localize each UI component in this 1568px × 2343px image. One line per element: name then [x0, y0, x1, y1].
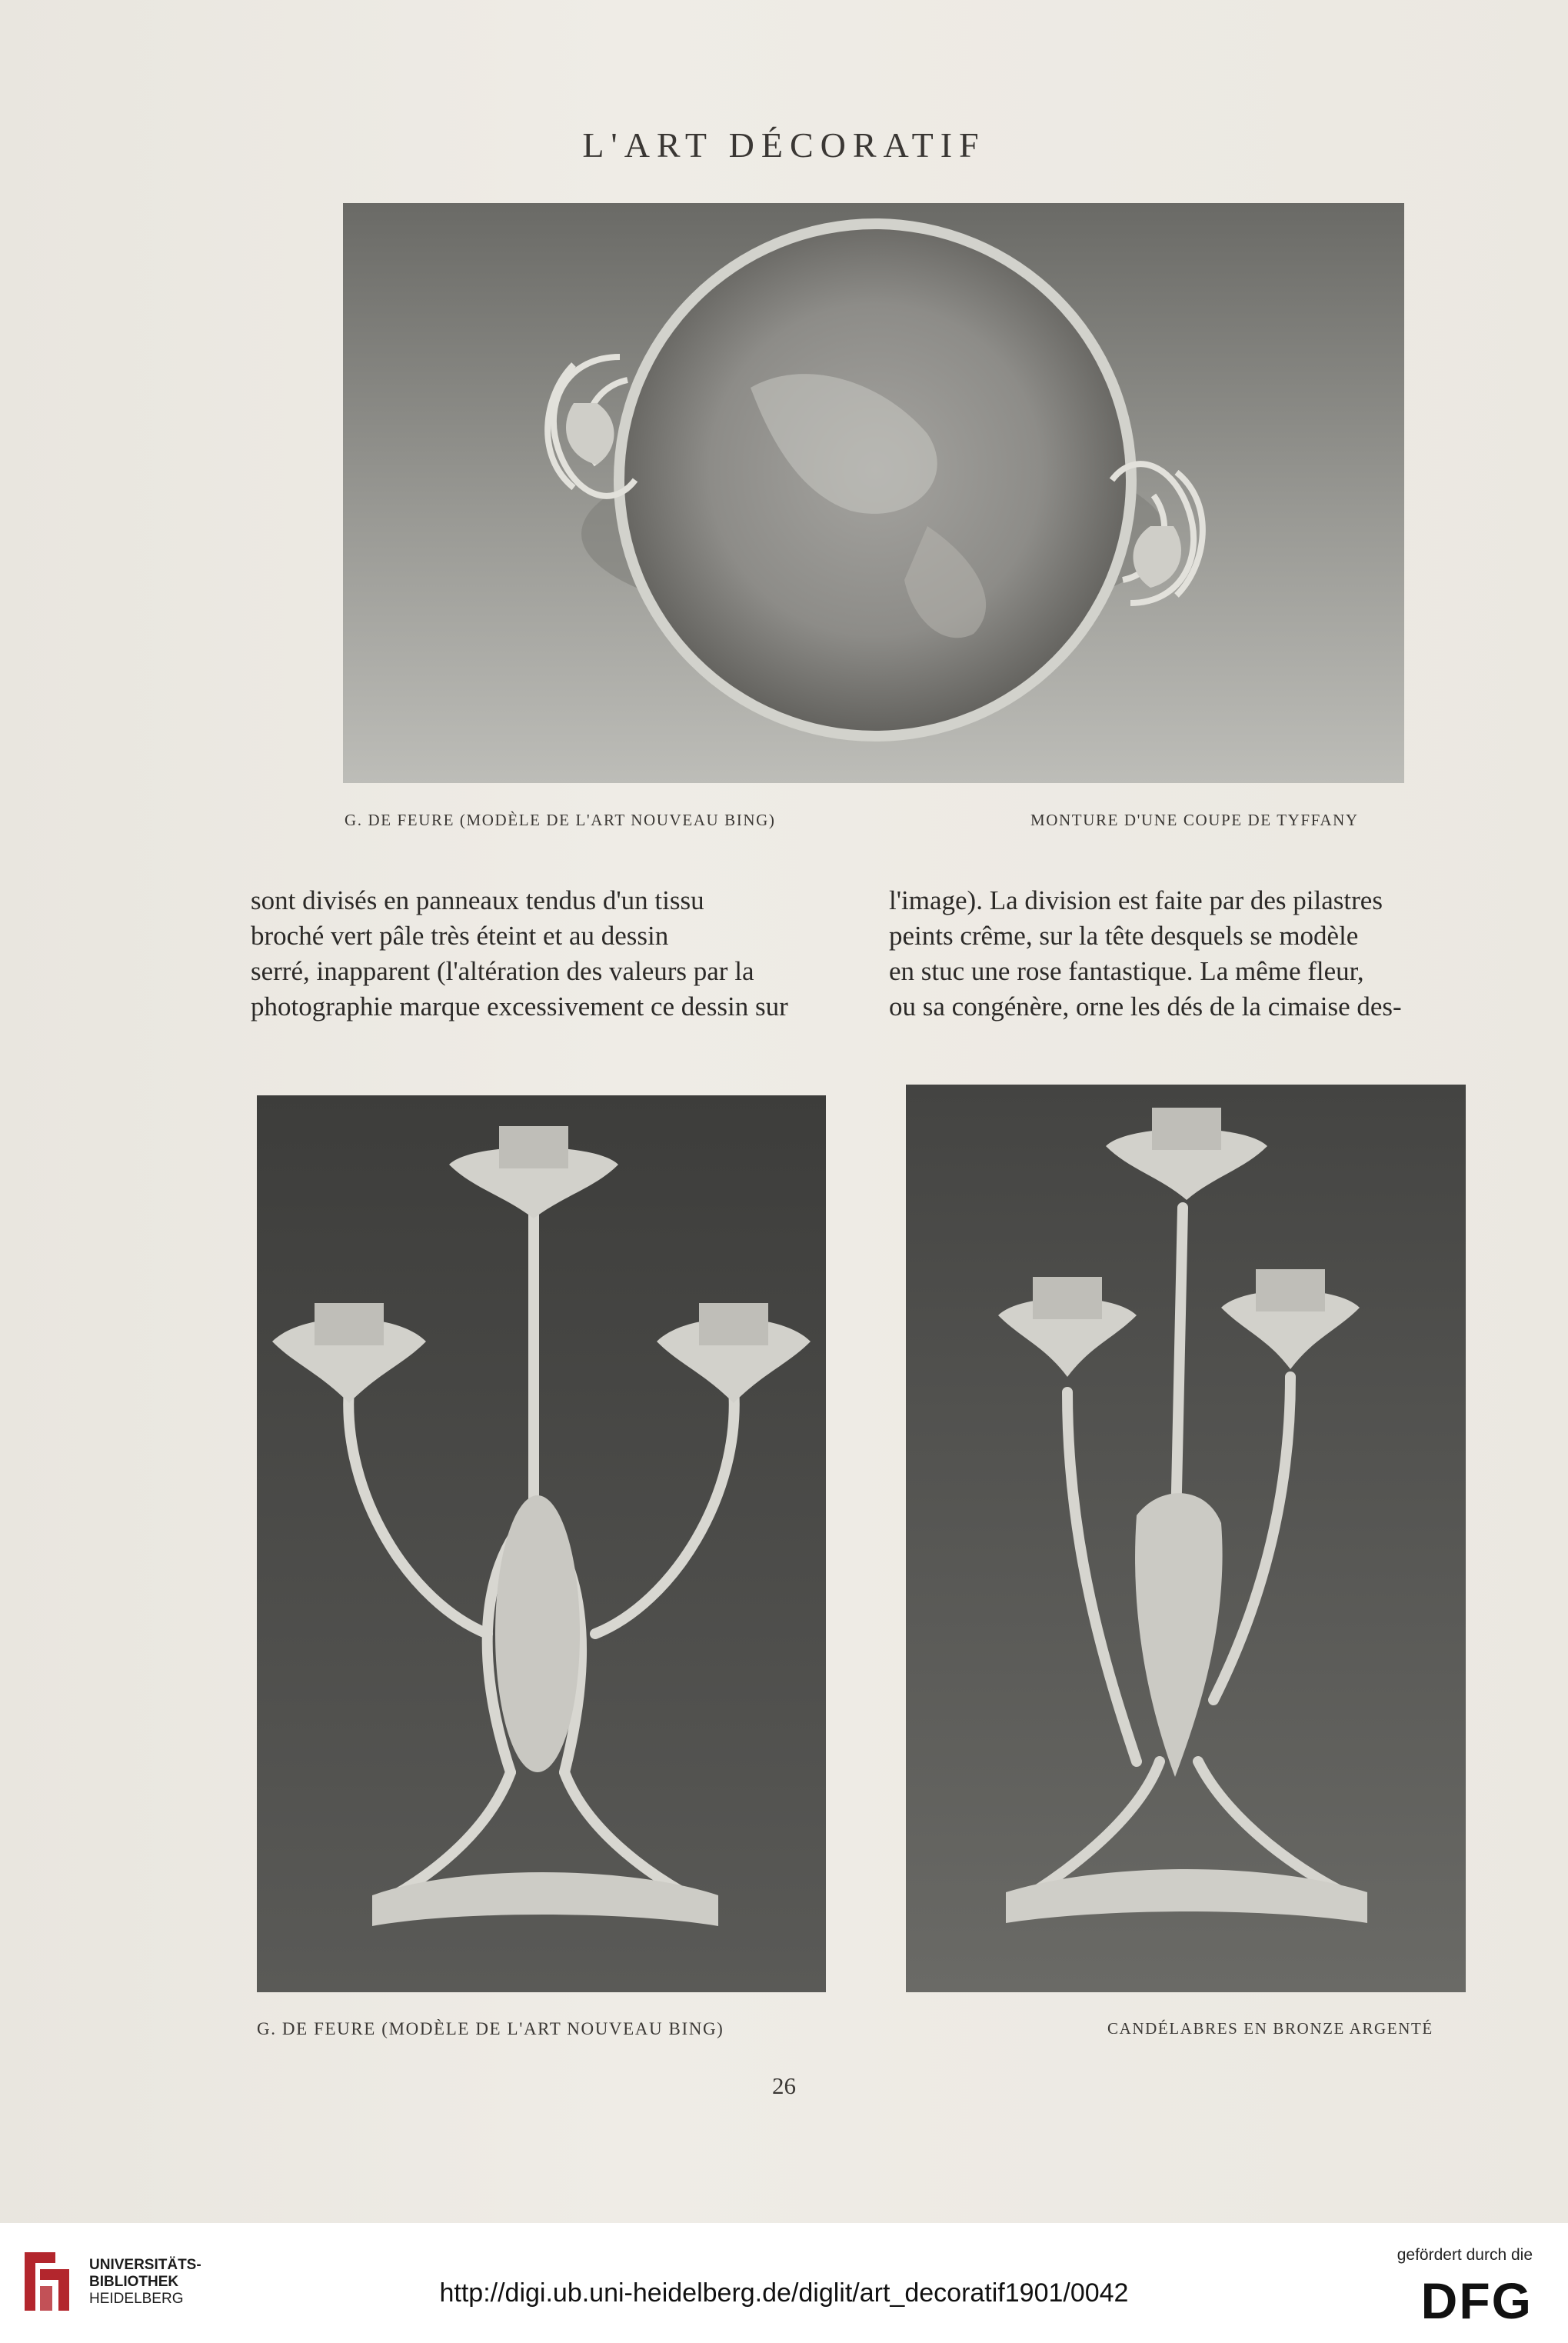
candelabrum-photograph-left [257, 1095, 826, 1992]
page-number: 26 [772, 2072, 796, 2099]
text-column-left [251, 883, 861, 1025]
text-line: sont divisés en panneaux tendus d'un tissu [251, 885, 704, 915]
library-line: UNIVERSITÄTS- [89, 2257, 201, 2273]
source-url-link[interactable]: http://digi.ub.uni-heidelberg.de/diglit/art_decoratif1901/0042 [439, 2278, 1129, 2308]
library-line: HEIDELBERG [89, 2291, 184, 2307]
text-line: ou sa congénère, orne les dés de la cimaise des- [889, 992, 1402, 1022]
top-caption-left: G. DE FEURE (MODÈLE DE L'ART NOUVEAU BING) [345, 811, 776, 829]
digitization-footer [0, 2223, 1568, 2343]
funder-label: gefördert durch die [1397, 2246, 1533, 2264]
text-line: en stuc une rose fantastique. La même fleur, [889, 956, 1364, 986]
library-line: BIBLIOTHEK [89, 2274, 179, 2290]
bottom-caption-left: G. DE FEURE (MODÈLE DE L'ART NOUVEAU BING) [257, 2019, 724, 2038]
text-line: broché vert pâle très éteint et au dessin [251, 921, 669, 951]
top-caption-right: MONTURE D'UNE COUPE DE TYFFANY [1030, 811, 1359, 829]
bottom-caption-right: CANDÉLABRES EN BRONZE ARGENTÉ [1107, 2019, 1433, 2038]
candelabrum-photograph-right [906, 1085, 1466, 1992]
dfg-logo: DFG [1420, 2272, 1533, 2329]
text-line: photographie marque excessivement ce dessin sur [251, 992, 788, 1022]
text-line: peints crême, sur la tête desquels se modèle [889, 921, 1359, 951]
text-line: l'image). La division est faite par des pilastres [889, 885, 1383, 915]
bowl-photograph [343, 203, 1404, 783]
text-line: serré, inapparent (l'altération des valeurs par la [251, 956, 754, 986]
text-column-right [889, 883, 1485, 1025]
running-head: L'ART DÉCORATIF [582, 125, 986, 165]
